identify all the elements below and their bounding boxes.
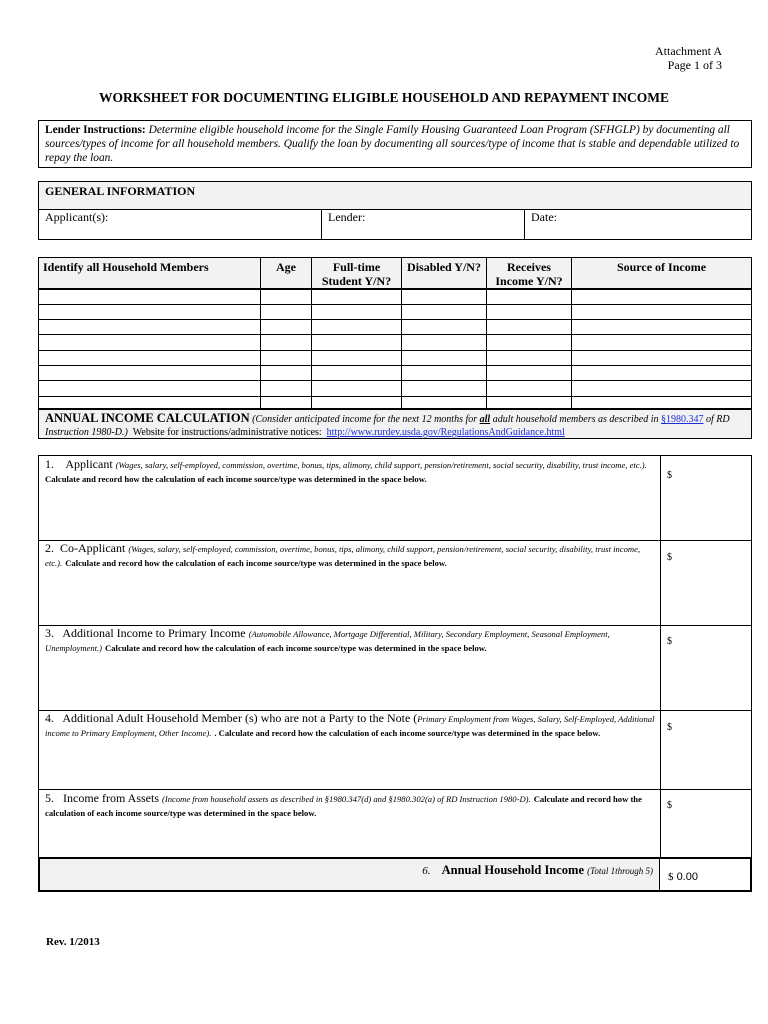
income-rows-section [38,455,752,858]
row-divider [39,350,751,351]
column-source-of-income: Source of Income [616,260,707,274]
column-divider [486,258,487,408]
row-divider [39,319,751,320]
website-link[interactable]: http://www.rurdev.usda.gov/RegulationsAndGuidance.html [326,427,565,438]
total-label [422,863,653,878]
income-row-applicant[interactable] [39,458,661,486]
row-divider [39,789,751,790]
row-divider [39,334,751,335]
annual-income-calculation-header [38,409,752,439]
total-amount-field[interactable] [668,871,698,883]
page-header-right [655,44,722,72]
date-label: Date: [531,210,557,224]
row-label: Applicant [65,457,113,471]
lender-instructions-text: Determine eligible household income for the Single Family Housing Guaranteed Loan Program (SFHGLP) by documenting all sources/types of income for all household members. Qualify the loan by documenting all sources/type of income that is stable and dependable utilized to repay the loan. [45,124,740,164]
lender-instructions-label: Lender Instructions: [45,124,146,136]
row-instruction: Calculate and record how the calculation of each income source/type was determined in the space below. [105,643,487,653]
row-number: 3. [45,626,54,640]
row-detail: (Wages, salary, self-employed, commission, overtime, bonus, tips, alimony, child support, pension/retirement, social security, disability, trust income, etc.). [115,460,647,470]
annual-household-income-total [38,857,752,892]
row-label: Income from Assets [63,791,159,805]
total-label-cell [40,859,660,890]
row-number: 5. [45,791,54,805]
annual-income-note-1: (Consider anticipated income for the next 12 months for [252,414,478,425]
row-number: 4. [45,711,54,725]
general-information-heading: GENERAL INFORMATION [39,182,751,210]
row-number: 2. [45,541,54,555]
general-information-section [38,181,752,240]
income-row-additional-adult[interactable] [39,712,661,740]
total-number: 6. [422,865,431,877]
row-divider [39,380,751,381]
income-row-additional-income[interactable] [39,627,661,655]
currency-symbol: $ [668,871,674,883]
applicant-label: Applicant(s): [45,210,109,224]
income-row-co-applicant[interactable] [39,542,661,570]
column-fulltime-student: Full-time Student Y/N? [321,260,392,288]
row-label: Additional Adult Household Member (s) who are not a Party to the Note ( [62,711,418,725]
row-instruction: Calculate and record how the calculation of each income source/type was determined in the space below. [65,558,447,568]
column-receives-income: Receives Income Y/N? [495,260,563,288]
total-heading: Annual Household Income [441,863,585,877]
row-instruction: . Calculate and record how the calculation of each income source/type was determined in the space below. [214,728,601,738]
annual-income-heading: ANNUAL INCOME CALCULATION [45,411,250,425]
row-label: Additional Income to Primary Income [62,626,246,640]
general-information-row [39,210,751,240]
page-number: Page 1 of 3 [667,58,722,72]
column-divider [571,258,572,408]
row-detail: (Income from household assets as described in §1980.347(d) and §1980.302(a) of RD Instruction 1980-D). [161,794,531,804]
column-divider [401,258,402,408]
amount-field-applicant[interactable]: $ [667,470,672,481]
column-disabled: Disabled Y/N? [407,260,481,274]
row-instruction: Calculate and record how the calculation of each income source/type was determined in the space below. [45,474,427,484]
household-table-header [39,258,751,290]
regulation-link[interactable]: §1980.347 [661,414,704,425]
row-instruction: Calculate and record how the calculation of each income source/type was determined in the space below. [45,794,642,818]
amount-field-additional-income[interactable]: $ [667,636,672,647]
row-label: Co-Applicant [60,541,126,555]
row-detail: Primary Employment from Wages, Salary, Self-Employed, Additional income to Primary Employment, Other Income). [45,714,655,738]
lender-instructions-box [38,120,752,168]
page-title: WORKSHEET FOR DOCUMENTING ELIGIBLE HOUSEHOLD AND REPAYMENT INCOME [99,90,669,105]
annual-income-note-3: of RD Instruction 1980-D.) [45,414,730,438]
row-divider [39,396,751,397]
column-household-members: Identify all Household Members [43,260,209,274]
total-subtext: (Total 1through 5) [587,866,653,876]
column-divider [311,258,312,408]
amount-field-co-applicant[interactable]: $ [667,552,672,563]
income-row-assets[interactable] [39,792,661,820]
lender-field[interactable] [322,210,524,240]
row-divider [39,540,751,541]
row-detail: (Automobile Allowance, Mortgage Differential, Military, Secondary Employment, Seasonal Employment, Unemployment.) [45,629,610,653]
row-detail: (Wages, salary, self-employed, commission, overtime, bonus, tips, alimony, child support, pension/retirement, social security, disability, trust income, etc.). [45,544,641,568]
revision-label: Rev. 1/2013 [46,936,100,948]
row-divider [39,304,751,305]
applicant-field[interactable] [39,210,321,240]
row-divider [39,365,751,366]
lender-label: Lender: [328,210,366,224]
column-age: Age [276,260,296,274]
date-field[interactable] [525,210,751,240]
row-number: 1. [45,457,54,471]
amount-field-additional-adult[interactable]: $ [667,722,672,733]
total-amount-value: 0.00 [676,871,698,883]
website-label: Website for instructions/administrative notices: [132,427,322,438]
annual-income-note-all: all [479,414,491,425]
attachment-label: Attachment A [655,44,722,58]
annual-income-note-2: adult household members as described in [492,414,659,425]
amount-field-assets[interactable]: $ [667,800,672,811]
household-members-table [38,257,752,409]
column-divider [260,258,261,408]
